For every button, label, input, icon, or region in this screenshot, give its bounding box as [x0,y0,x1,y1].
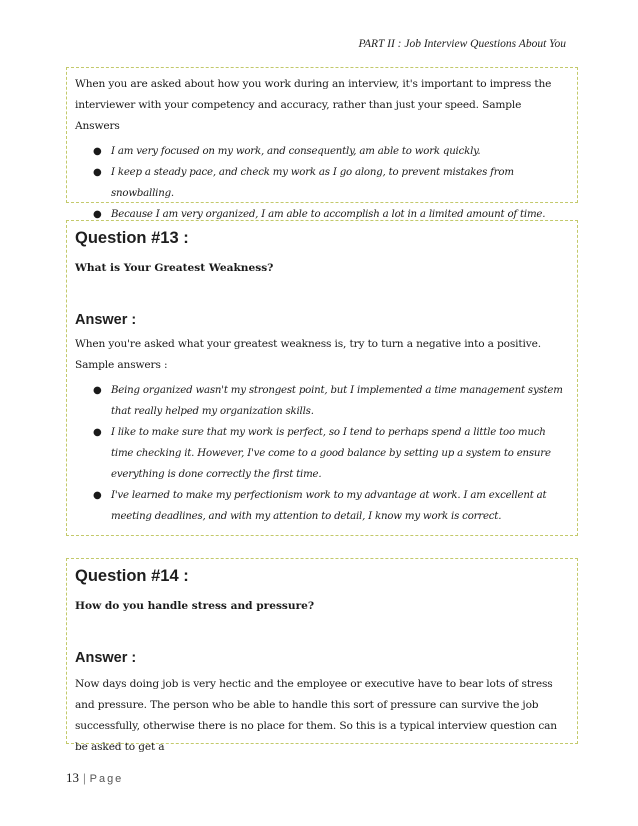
bullet-icon: ● [93,427,102,438]
sample-answers-list [75,380,569,527]
answer-continuation-box [66,67,578,220]
page-number: 13 [66,770,79,785]
intro-paragraph: When you are asked about how you work during an interview, it's important to impress the interviewer with your competency and accuracy, rather than just your speed. Sample Answers [75,78,552,132]
bullet-icon: ● [93,167,102,178]
bullet-icon: ● [93,146,102,157]
question-14-box [66,558,578,753]
question-14-text: How do you handle stress and pressure? [75,600,315,612]
sample-answers-list [75,141,569,225]
question-13-title: Question #13 : [75,229,189,247]
list-item: ● I am very focused on my work, and consequently, am able to work quickly. [111,141,569,162]
list-item: ● I like to make sure that my work is perfect, so I tend to perhaps spend a little too much time checking it. However, I've come to a good balance by setting up a system to ensure everything is done correctly the first time. [111,422,569,485]
bullet-icon: ● [93,385,102,396]
page-footer [66,770,123,786]
question-13-box [66,220,578,536]
answer-heading: Answer : [75,650,137,666]
bullet-icon: ● [93,490,102,501]
running-header: PART II : Job Interview Questions About You [358,38,566,50]
answer-paragraph: Now days doing job is very hectic and the employee or executive have to bear lots of stress and pressure. The person who be able to handle this sort of pressure can survive the job successfully, otherwise there is no place for them. So this is a typical interview question can be asked to get a [75,678,557,753]
question-14-title: Question #14 : [75,567,189,585]
footer-separator: | [83,770,86,785]
list-item: ● Because I am very organized, I am able to accomplish a lot in a limited amount of time. [111,204,569,225]
answer-heading: Answer : [75,312,137,328]
list-item: ● I've learned to make my perfectionism work to my advantage at work. I am excellent at meeting deadlines, and with my attention to detail, I know my work is correct. [111,485,569,527]
answer-paragraph: When you're asked what your greatest weakness is, try to turn a negative into a positive. Sample answers : [75,338,541,371]
question-13-text: What is Your Greatest Weakness? [75,262,274,274]
page-label: Page [89,773,124,785]
bullet-icon: ● [93,209,102,220]
list-item: ● I keep a steady pace, and check my work as I go along, to prevent mistakes from snowballing. [111,162,569,204]
list-item: ● Being organized wasn't my strongest point, but I implemented a time management system that really helped my organization skills. [111,380,569,422]
